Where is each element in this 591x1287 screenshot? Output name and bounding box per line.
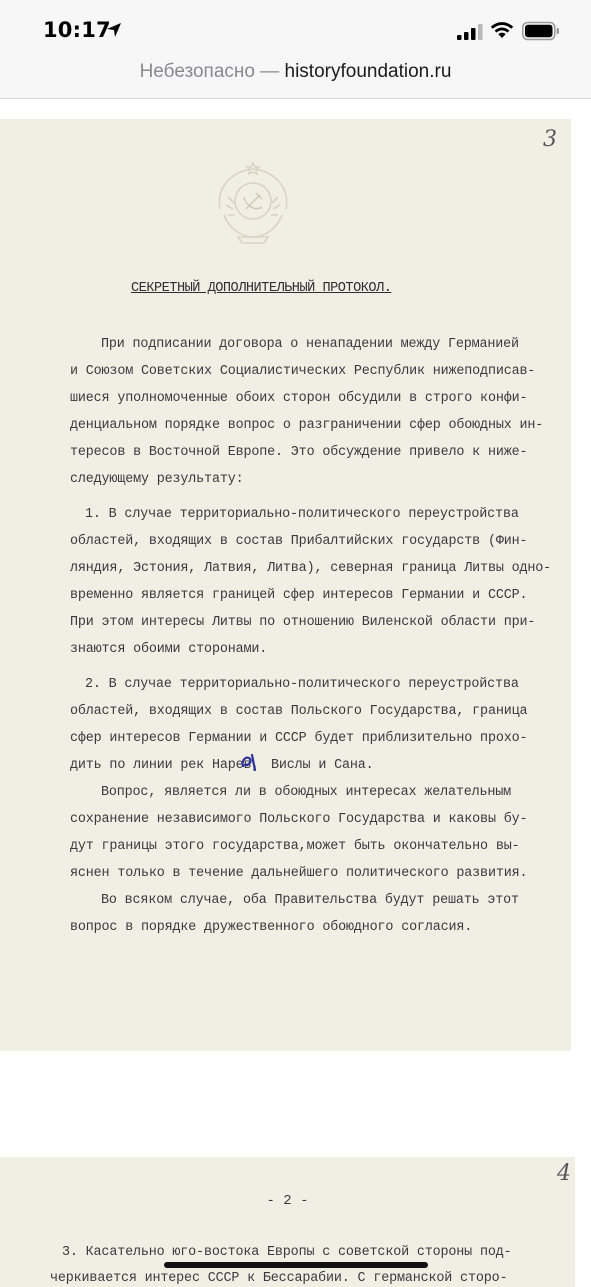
text-line: временно является границей сфер интересов Германии и СССР.	[70, 588, 528, 603]
text-line-part: Вислы и Сана.	[271, 758, 374, 773]
address-bar[interactable]	[0, 56, 591, 99]
signal-icon	[457, 24, 483, 40]
text-line: 3. Касательно юго-востока Европы с советской стороны под-	[62, 1245, 512, 1260]
text-line: 2. В случае территориально-политического переустройства	[85, 677, 519, 692]
text-line: сфер интересов Германии и СССР будет приблизительно прохо-	[70, 731, 528, 746]
text-line: областей, входящих в состав Прибалтийских государств (Фин-	[70, 534, 528, 549]
text-line: 1. В случае территориально-политического переустройства	[85, 507, 519, 522]
text-line: областей, входящих в состав Польского Государства, граница	[70, 704, 528, 719]
security-warning-label: Небезопасно —	[139, 61, 280, 82]
handwritten-page-number: 3	[543, 127, 557, 152]
text-line: сохранение независимого Польского Государства и каковы бу-	[70, 812, 528, 827]
text-line: денциальном порядке вопрос о разграничении сфер обоюдных ин-	[70, 418, 544, 433]
ussr-emblem-icon	[208, 157, 298, 247]
status-time: 10:17	[43, 18, 111, 42]
text-line: ляндия, Эстония, Латвия, Литва), северная граница Литвы одно-	[70, 561, 552, 576]
document-title: СЕКРЕТНЫЙ ДОПОЛНИТЕЛЬНЫЙ ПРОТОКОЛ.	[131, 281, 392, 296]
web-content[interactable]	[0, 99, 591, 1286]
text-line-part: дить по линии рек Нарев,	[70, 758, 260, 773]
wifi-icon	[490, 21, 514, 39]
battery-icon	[522, 21, 560, 41]
ink-correction-mark-icon	[239, 752, 263, 772]
url-host: historyfoundation.ru	[284, 61, 452, 82]
text-line: шиеся уполномоченные обоих сторон обсудили в строго конфи-	[70, 391, 528, 406]
text-line: яснен только в течение дальнейшего политического развития.	[70, 866, 528, 881]
handwritten-page-number: 4	[557, 1161, 571, 1186]
text-line: При этом интересы Литвы по отношению Виленской области при-	[70, 615, 536, 630]
text-line: черкивается интерес СССР к Бессарабии. С германской сторо-	[50, 1271, 508, 1286]
text-line: Во всяком случае, оба Правительства будут решать этот	[101, 893, 519, 908]
text-line: следующему результату:	[70, 472, 244, 487]
text-line: Вопрос, является ли в обоюдных интересах желательным	[101, 785, 512, 800]
typed-page-number: - 2 -	[266, 1193, 309, 1209]
document-page-scan	[0, 119, 571, 1051]
text-line: знаются обоими сторонами.	[70, 642, 268, 657]
address-text[interactable]	[0, 60, 591, 84]
text-line: и Союзом Советских Социалистических Республик нижеподписав-	[70, 364, 536, 379]
text-line: При подписании договора о ненападении между Германией	[101, 337, 519, 352]
text-line: тересов в Восточной Европе. Это обсуждение привело к ниже-	[70, 445, 528, 460]
home-indicator[interactable]	[164, 1262, 428, 1268]
location-arrow-icon	[106, 22, 122, 38]
text-line: дут границы этого государства,может быть окончательно вы-	[70, 839, 520, 854]
status-bar	[0, 0, 591, 56]
text-line: вопрос в порядке дружественного обоюдного согласия.	[70, 920, 473, 935]
